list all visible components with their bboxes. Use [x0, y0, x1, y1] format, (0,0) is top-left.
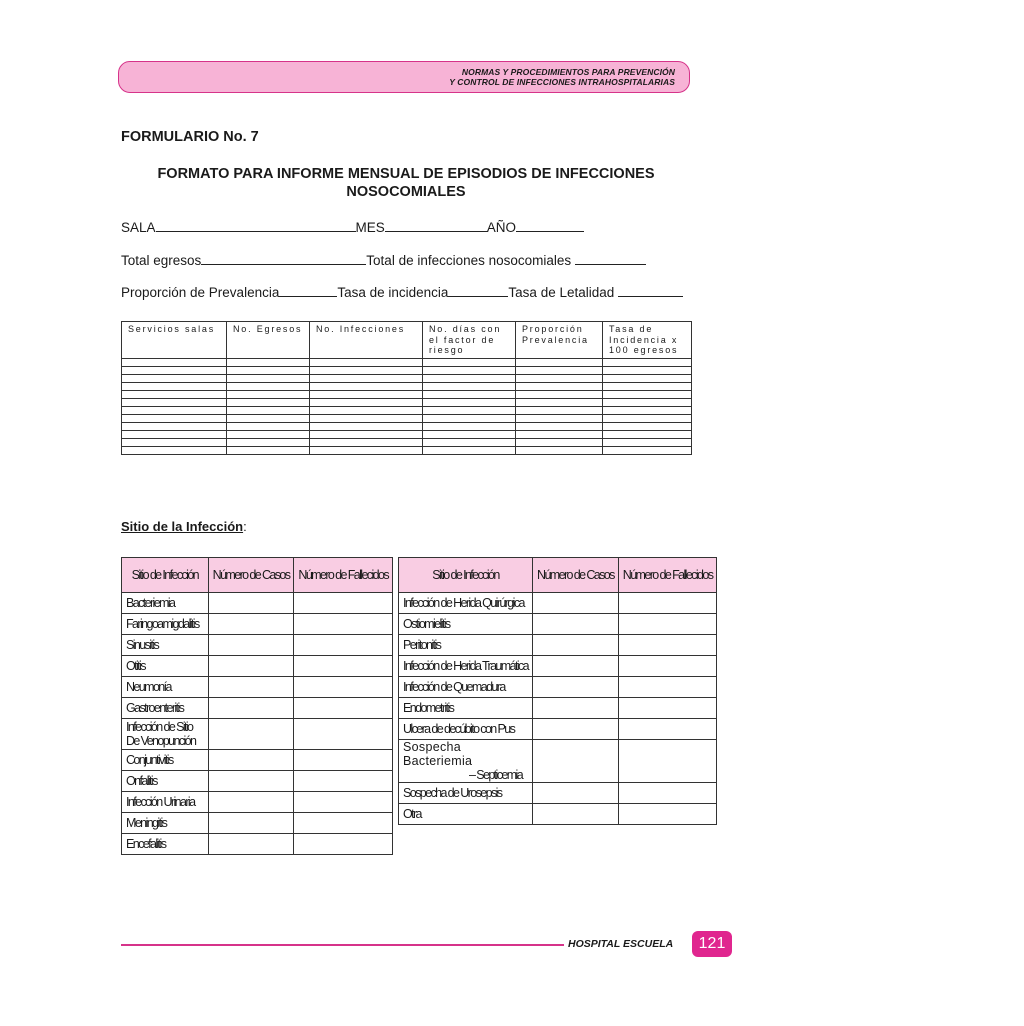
header-casos: Número de Casos — [208, 558, 294, 593]
casos-cell[interactable] — [208, 635, 294, 656]
fallecidos-cell[interactable] — [618, 656, 717, 677]
site-label: Otra — [399, 804, 533, 825]
casos-cell[interactable] — [208, 614, 294, 635]
table-row — [122, 635, 393, 656]
fallecidos-cell[interactable] — [294, 677, 393, 698]
site-label: Infección Urinaria — [122, 792, 209, 813]
table-row — [399, 635, 717, 656]
document-title-line-1: FORMATO PARA INFORME MENSUAL DE EPISODIOS DE INFECCIONES — [157, 166, 655, 182]
page-number: 121 — [692, 931, 732, 957]
fallecidos-cell[interactable] — [294, 750, 393, 771]
site-label: Ostiomielitis — [399, 614, 533, 635]
header-dias-factor: No. días con el factor de riesgo — [423, 322, 516, 359]
casos-cell[interactable] — [533, 719, 619, 740]
tasa-letalidad-label: Tasa de Letalidad — [508, 285, 615, 300]
casos-cell[interactable] — [208, 677, 294, 698]
episodes-table — [121, 321, 692, 455]
casos-cell[interactable] — [533, 698, 619, 719]
header-casos: Número de Casos — [533, 558, 619, 593]
total-egresos-field[interactable] — [201, 253, 366, 265]
header-banner-text — [449, 67, 675, 87]
casos-cell[interactable] — [533, 783, 619, 804]
site-label: Conjuntivitis — [122, 750, 209, 771]
table-row — [122, 656, 393, 677]
fallecidos-cell[interactable] — [294, 834, 393, 855]
fallecidos-cell[interactable] — [618, 783, 717, 804]
fallecidos-cell[interactable] — [618, 740, 717, 783]
site-label: Sinusitis — [122, 635, 209, 656]
table-row — [122, 614, 393, 635]
table-row — [122, 750, 393, 771]
sala-label: SALA — [121, 220, 156, 235]
footer-divider — [121, 944, 564, 946]
table-row — [122, 677, 393, 698]
total-egresos-label: Total egresos — [121, 253, 202, 268]
site-label: Onfalitis — [122, 771, 209, 792]
fallecidos-cell[interactable] — [618, 614, 717, 635]
table-row[interactable] — [122, 374, 692, 382]
site-label: Infección de Herida Quirúrgica — [399, 593, 533, 614]
fallecidos-cell[interactable] — [618, 719, 717, 740]
site-table-right — [398, 557, 717, 825]
header-infecciones: No. Infecciones — [310, 322, 423, 359]
proporcion-field[interactable] — [279, 285, 337, 297]
site-label: Faringoamigdalitis — [122, 614, 209, 635]
fallecidos-cell[interactable] — [294, 593, 393, 614]
table-row — [399, 677, 717, 698]
mes-field[interactable] — [385, 220, 487, 232]
site-label-line-2: – Septicemia — [469, 768, 523, 782]
site-label: Bacteriemia — [122, 593, 209, 614]
site-table-left — [121, 557, 393, 855]
header-banner — [118, 61, 690, 93]
header-egresos: No. Egresos — [227, 322, 310, 359]
tasa-incidencia-label: Tasa de incidencia — [337, 285, 449, 300]
form-line-totals — [121, 253, 646, 268]
casos-cell[interactable] — [533, 656, 619, 677]
site-label: Neumonía — [122, 677, 209, 698]
table-row[interactable] — [122, 414, 692, 422]
casos-cell[interactable] — [208, 813, 294, 834]
fallecidos-cell[interactable] — [294, 792, 393, 813]
site-label: Ulcera de decúbito con Pus — [399, 719, 533, 740]
tasa-letalidad-field[interactable] — [618, 285, 683, 297]
fallecidos-cell[interactable] — [294, 719, 393, 750]
header-sitio: Sitio de Infección — [399, 558, 533, 593]
document-title-line-2: NOSOCOMIALES — [346, 184, 466, 200]
table-row[interactable] — [122, 446, 692, 454]
site-label: Endometritis — [399, 698, 533, 719]
table-row[interactable] — [122, 438, 692, 446]
site-table-right-header — [399, 558, 717, 593]
table-row — [399, 740, 717, 783]
casos-cell[interactable] — [208, 698, 294, 719]
casos-cell[interactable] — [533, 740, 619, 783]
table-row — [399, 804, 717, 825]
fallecidos-cell[interactable] — [294, 635, 393, 656]
table-row — [399, 698, 717, 719]
casos-cell[interactable] — [533, 593, 619, 614]
site-label: Peritonitis — [399, 635, 533, 656]
site-label: Infección de Quemadura — [399, 677, 533, 698]
form-number: FORMULARIO No. 7 — [121, 129, 259, 145]
site-label: Meningitis — [122, 813, 209, 834]
form-line-rates — [121, 285, 683, 300]
site-label-line-1: Sospecha Bacteriemia — [403, 740, 473, 768]
header-sitio: Sitio de Infección — [122, 558, 209, 593]
fallecidos-cell[interactable] — [294, 771, 393, 792]
table-row — [399, 656, 717, 677]
table-row[interactable] — [122, 422, 692, 430]
mes-label: MES — [355, 220, 385, 235]
table-row[interactable] — [122, 406, 692, 414]
casos-cell[interactable] — [208, 719, 294, 750]
site-label: Gastroenteritis — [122, 698, 209, 719]
table-row — [122, 698, 393, 719]
casos-cell[interactable] — [208, 771, 294, 792]
casos-cell[interactable] — [533, 614, 619, 635]
fallecidos-cell[interactable] — [618, 677, 717, 698]
header-servicios: Servicios salas — [122, 322, 227, 359]
fallecidos-cell[interactable] — [618, 593, 717, 614]
casos-cell[interactable] — [208, 834, 294, 855]
ano-label: AÑO — [486, 220, 517, 235]
episodes-table-header — [122, 322, 692, 359]
casos-cell[interactable] — [533, 635, 619, 656]
table-row[interactable] — [122, 366, 692, 374]
site-label: Infección de Herida Traumática — [399, 656, 533, 677]
site-label: Infección de Sitio De Venopunción — [122, 719, 209, 750]
header-tasa-incidencia: Tasa de Incidencia x 100 egresos — [603, 322, 692, 359]
table-row — [122, 719, 393, 750]
total-infecciones-field[interactable] — [575, 253, 646, 265]
header-fallecidos: Número de Fallecidos — [294, 558, 393, 593]
table-row — [122, 771, 393, 792]
total-infecciones-label: Total de infecciones nosocomiales — [366, 253, 572, 268]
casos-cell[interactable] — [533, 804, 619, 825]
table-row — [399, 614, 717, 635]
table-row — [122, 792, 393, 813]
site-label — [399, 740, 533, 783]
table-row[interactable] — [122, 390, 692, 398]
header-line-2: Y CONTROL DE INFECCIONES INTRAHOSPITALARIAS — [449, 77, 675, 87]
casos-cell[interactable] — [208, 593, 294, 614]
table-row[interactable] — [122, 398, 692, 406]
header-proporcion: Proporción Prevalencia — [516, 322, 603, 359]
table-row[interactable] — [122, 382, 692, 390]
casos-cell[interactable] — [533, 677, 619, 698]
site-section-colon: : — [243, 519, 247, 534]
fallecidos-cell[interactable] — [294, 614, 393, 635]
header-fallecidos: Número de Fallecidos — [618, 558, 717, 593]
casos-cell[interactable] — [208, 750, 294, 771]
ano-field[interactable] — [516, 220, 584, 232]
table-row[interactable] — [122, 358, 692, 366]
site-label: Encefalitis — [122, 834, 209, 855]
form-line-sala — [121, 220, 584, 235]
table-row — [399, 593, 717, 614]
fallecidos-cell[interactable] — [294, 656, 393, 677]
site-label: Sospecha de Urosepsis — [399, 783, 533, 804]
site-table-left-header — [122, 558, 393, 593]
footer-text: HOSPITAL ESCUELA — [568, 938, 674, 950]
table-row — [122, 813, 393, 834]
table-row[interactable] — [122, 430, 692, 438]
tasa-incidencia-field[interactable] — [448, 285, 508, 297]
table-row — [122, 593, 393, 614]
fallecidos-cell[interactable] — [618, 804, 717, 825]
site-section-title-text: Sitio de la Infección — [121, 519, 244, 534]
sala-field[interactable] — [156, 220, 356, 232]
header-line-1: NORMAS Y PROCEDIMIENTOS PARA PREVENCIÓN — [461, 67, 675, 77]
site-label: Otitis — [122, 656, 209, 677]
casos-cell[interactable] — [208, 792, 294, 813]
casos-cell[interactable] — [208, 656, 294, 677]
proporcion-label: Proporción de Prevalencia — [121, 285, 280, 300]
site-section-title — [121, 519, 247, 534]
table-row — [399, 783, 717, 804]
fallecidos-cell[interactable] — [618, 635, 717, 656]
table-row — [122, 834, 393, 855]
fallecidos-cell[interactable] — [294, 698, 393, 719]
fallecidos-cell[interactable] — [294, 813, 393, 834]
fallecidos-cell[interactable] — [618, 698, 717, 719]
table-row — [399, 719, 717, 740]
